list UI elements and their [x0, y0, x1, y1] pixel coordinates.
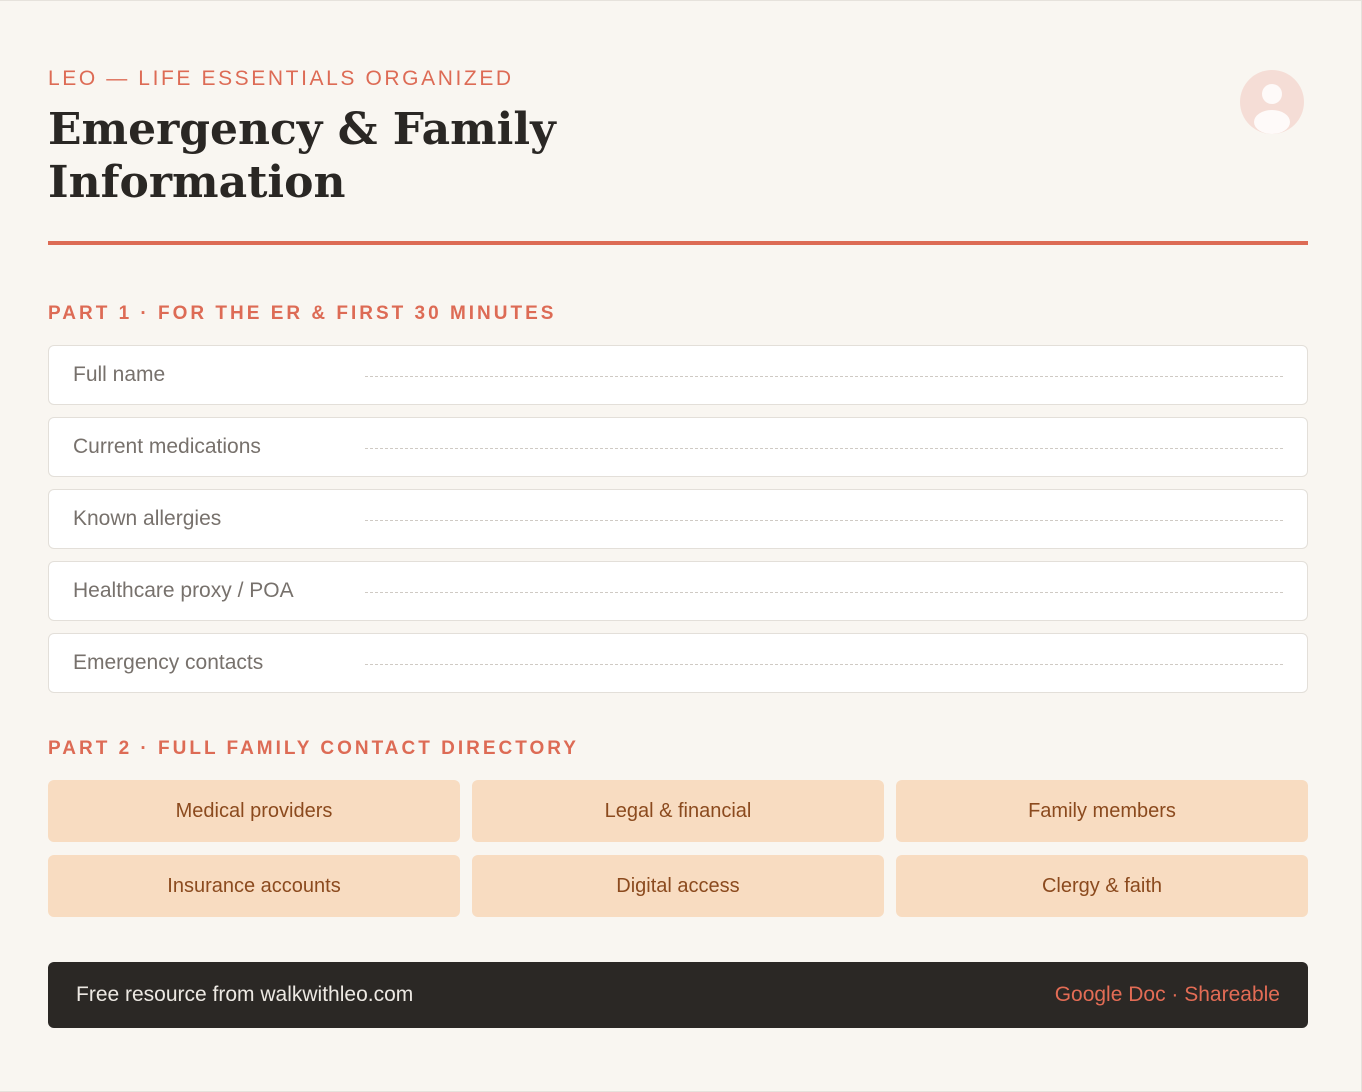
er-fields-list [48, 345, 1308, 705]
page-title: Emergency & Family Information [48, 104, 556, 208]
field-blank-line[interactable] [365, 664, 1283, 665]
part1-heading: PART 1 · FOR THE ER & FIRST 30 MINUTES [48, 303, 557, 324]
field-blank-line[interactable] [365, 376, 1283, 377]
field-blank-line[interactable] [365, 448, 1283, 449]
field-current-medications[interactable] [48, 417, 1308, 477]
header-divider [48, 241, 1308, 245]
field-label: Emergency contacts [73, 651, 264, 674]
field-healthcare-proxy[interactable] [48, 561, 1308, 621]
field-label: Known allergies [73, 507, 222, 530]
field-label: Healthcare proxy / POA [73, 579, 294, 602]
footer-doc-link[interactable]: Google Doc · Shareable [1054, 983, 1280, 1006]
field-blank-line[interactable] [365, 592, 1283, 593]
footer-bar [48, 962, 1308, 1028]
tile-medical-providers[interactable]: Medical providers [48, 780, 460, 842]
field-blank-line[interactable] [365, 520, 1283, 521]
tile-digital-access[interactable]: Digital access [472, 855, 884, 917]
field-label: Full name [73, 363, 166, 386]
user-avatar-icon [1240, 70, 1304, 134]
tile-legal-financial[interactable]: Legal & financial [472, 780, 884, 842]
field-known-allergies[interactable] [48, 489, 1308, 549]
field-full-name[interactable] [48, 345, 1308, 405]
directory-grid [48, 780, 1308, 917]
field-emergency-contacts[interactable] [48, 633, 1308, 693]
part2-heading: PART 2 · FULL FAMILY CONTACT DIRECTORY [48, 738, 579, 759]
tile-clergy-faith[interactable]: Clergy & faith [896, 855, 1308, 917]
field-label: Current medications [73, 435, 261, 458]
tile-insurance-accounts[interactable]: Insurance accounts [48, 855, 460, 917]
footer-source-text: Free resource from walkwithleo.com [76, 983, 414, 1006]
tile-family-members[interactable]: Family members [896, 780, 1308, 842]
brand-eyebrow: LEO — LIFE ESSENTIALS ORGANIZED [48, 67, 514, 90]
